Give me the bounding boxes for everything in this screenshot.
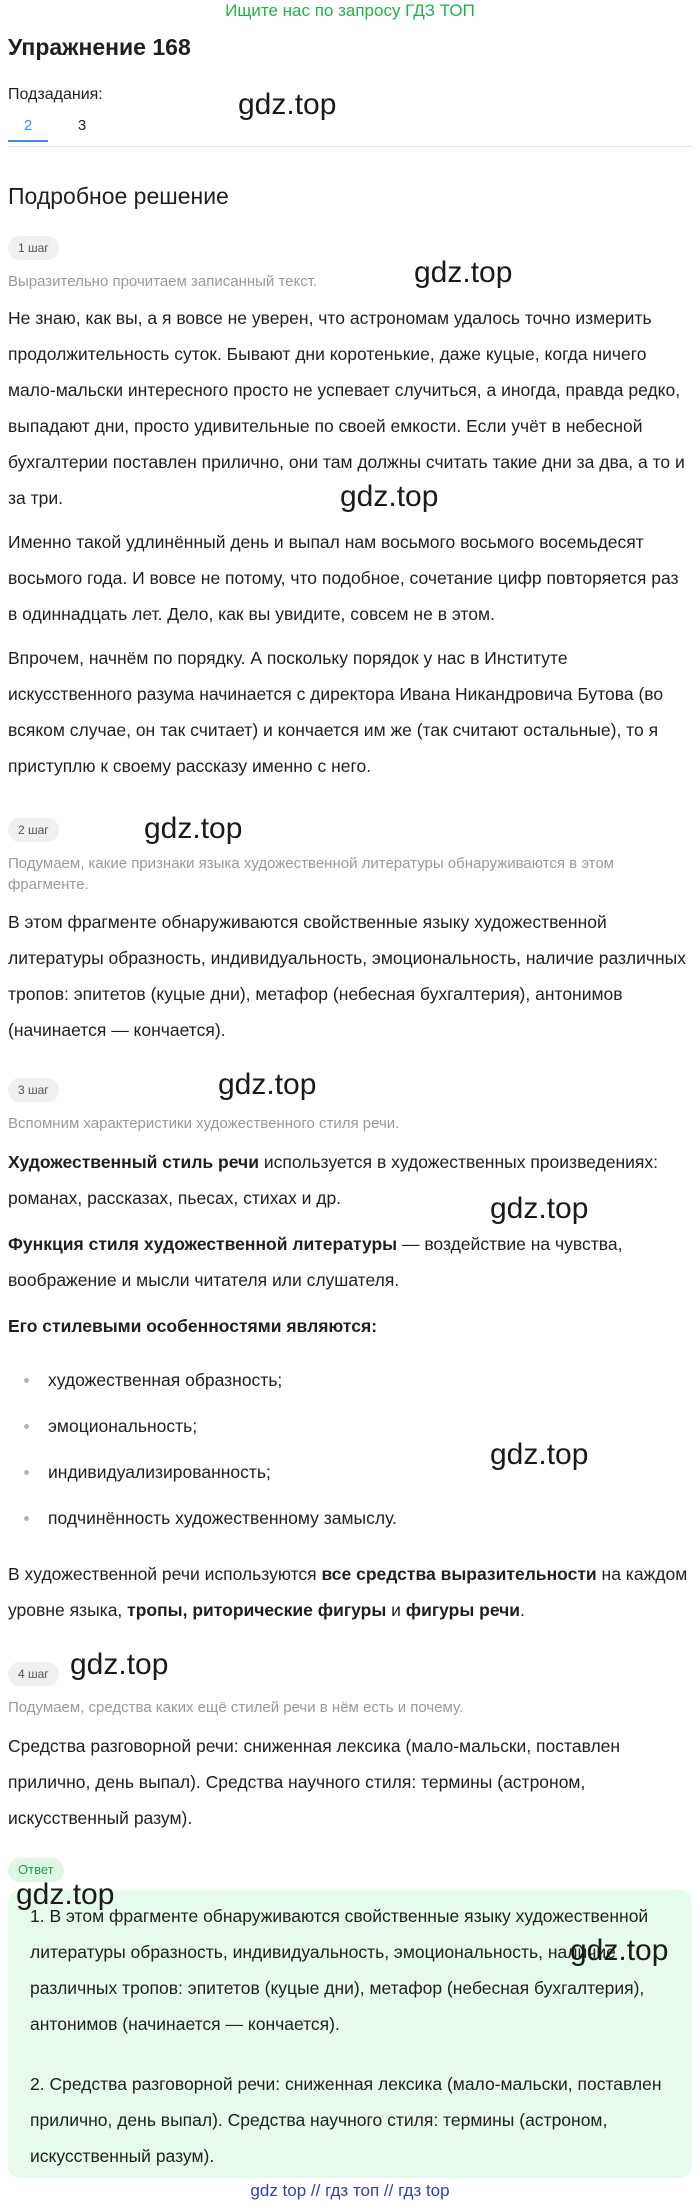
watermark: gdz.top bbox=[70, 1648, 169, 1681]
subtasks-label: Подзадания: bbox=[8, 86, 103, 103]
answer-item: 1. В этом фрагменте обнаруживаются свойственные языку художественной литературы образность, индивидуальность, эмоциональность, наличие различных тропов: эпитетов (куцые дни), метафор (небесная бухгалтерия), антонимов (начинается — кончается). bbox=[30, 1906, 649, 2034]
watermark: gdz.top bbox=[144, 812, 243, 845]
term-style-function: Функция стиля художественной литературы bbox=[8, 1234, 398, 1254]
step-3-paragraph: В художественной речи используются все средства выразительности на каждом уровне языка, тропы, риторические фигуры и фигуры речи. bbox=[8, 1564, 688, 1620]
bullet-icon bbox=[24, 1470, 29, 1475]
tab-subtask-2[interactable]: 2 bbox=[8, 112, 48, 142]
step-4-badge: 4 шаг bbox=[8, 1662, 59, 1686]
tab-subtask-3[interactable]: 3 bbox=[77, 117, 87, 134]
footer-links[interactable]: gdz top // гдз топ // гдз top bbox=[250, 2181, 450, 2200]
bullet-icon bbox=[24, 1516, 29, 1521]
step-2-hint: Подумаем, какие признаки языка художественной литературы обнаруживаются в этом фрагменте. bbox=[8, 855, 614, 893]
step-4-hint: Подумаем, средства каких ещё стилей речи в нём есть и почему. bbox=[8, 1699, 464, 1716]
step-2-badge: 2 шаг bbox=[8, 818, 59, 842]
step-1-badge: 1 шаг bbox=[8, 236, 59, 260]
watermark: gdz.top bbox=[218, 1068, 317, 1101]
step-1-paragraph: Впрочем, начнём по порядку. А поскольку порядок у нас в Институте искусственного разума начинается с директора Ивана Никандровича Бутова (во всяком случае, он так считает) и кончается им же (так считают остальные), то я приступлю к своему рассказу именно с него. bbox=[8, 648, 664, 776]
watermark: gdz.top bbox=[340, 480, 439, 513]
bullet-icon bbox=[24, 1378, 29, 1383]
search-banner[interactable]: Ищите нас по запросу ГДЗ ТОП bbox=[225, 1, 475, 20]
step-1-hint: Выразительно прочитаем записанный текст. bbox=[8, 273, 318, 290]
step-2-paragraph: В этом фрагменте обнаруживаются свойственные языку художественной литературы образность, индивидуальность, эмоциональность, наличие различных тропов: эпитетов (куцые дни), метафор (небесная бухгалтерия), антонимов (начинается — кончается). bbox=[8, 912, 686, 1040]
solution-title: Подробное решение bbox=[8, 183, 229, 209]
step-3-hint: Вспомним характеристики художественного стиля речи. bbox=[8, 1115, 400, 1132]
step-1-paragraph: Не знаю, как вы, а я вовсе не уверен, что астрономам удалось точно измерить продолжительность суток. Бывают дни коротенькие, даже куцые, когда ничего мало-мальски интересного просто не успевает случиться, а иногда, правда редко, выпадают дни, просто удивительные по своей емкости. Если учёт в небесной бухгалтерии поставлен прилично, они там должны считать такие дни за два, а то и за три. bbox=[8, 308, 685, 508]
page-title: Упражнение 168 bbox=[8, 34, 191, 60]
watermark: gdz.top bbox=[490, 1438, 589, 1471]
answer-item: 2. Средства разговорной речи: сниженная лексика (мало-мальски, поставлен прилично, день выпал). Средства научного стиля: термины (астроном, искусственный разум). bbox=[30, 2074, 662, 2166]
step-1-paragraph: Именно такой удлинённый день и выпал нам восьмого восьмого восемьдесят восьмого года. И вовсе не потому, что подобное, сочетание цифр повторяется раз в одиннадцать лет. Дело, как вы увидите, совсем не в этом. bbox=[8, 532, 679, 624]
step-4-paragraph: Средства разговорной речи: сниженная лексика (мало-мальски, поставлен прилично, день выпал). Средства научного стиля: термины (астроном, искусственный разум). bbox=[8, 1736, 621, 1828]
answer-badge: Ответ bbox=[8, 1858, 64, 1882]
watermark: gdz.top bbox=[238, 88, 337, 121]
step-3-features-heading: Его стилевыми особенностями являются: bbox=[8, 1316, 378, 1336]
step-3-badge: 3 шаг bbox=[8, 1078, 59, 1102]
watermark: gdz.top bbox=[16, 1878, 115, 1911]
step-3-paragraph: Функция стиля художественной литературы — воздействие на чувства, воображение и мысли читателя или слушателя. bbox=[8, 1234, 623, 1290]
watermark: gdz.top bbox=[570, 1934, 669, 1967]
watermark: gdz.top bbox=[414, 256, 513, 289]
term-artistic-style: Художественный стиль речи bbox=[8, 1152, 259, 1172]
step-3-paragraph: Художественный стиль речи используется в художественных произведениях: романах, рассказах, пьесах, стихах и др. bbox=[8, 1152, 658, 1208]
divider bbox=[8, 146, 692, 147]
bullet-icon bbox=[24, 1424, 29, 1429]
watermark: gdz.top bbox=[490, 1192, 589, 1225]
page: Ищите нас по запросу ГДЗ ТОП Упражнение 168 Подзадания: 2 3 gdz.top Подробное решение 1 шаг Выразительно прочитаем записанный текст. gdz.top Не знаю, как вы, а я вовсе не уверен, что астрономам удалось точно измерить продолжительность суток. Бывают дни коротенькие, даже куцые, когда ничего мало-мальски интересного просто не успевает случиться, а иногда, правда редко, выпадают дни, просто удивительные по своей емкости. Если учёт в небесной бухгалтерии поставлен прилично, они там должны считать такие дни за два, а то и за три. gdz.top Именно такой удлинённый день и выпал нам восьмого восьмого восемьдесят восьмого года. И вовсе не потому, что подобное, сочетание цифр повторяется раз в одиннадцать лет. Дело, как вы увидите, совсем не в этом. Впрочем, начнём по порядку. А поскольку порядок у нас в Институте искусственного разума начинается с директора Ивана Никандровича Бутова (во всяком случае, он так считает) и кончается им же (так считают остальные), то я приступлю к своему рассказу именно с него. 2 шаг gdz.top Подумаем, какие признаки языка художественной литературы обнаруживаются в этом фрагменте. В этом фрагменте обнаруживаются свойственные языку художественной литературы образность, индивидуальность, эмоциональность, наличие различных тропов: эпитетов (куцые дни), метафор (небесная бухгалтерия), антонимов (начинается — кончается). 3 шаг gdz.top Вспомним характеристики художественного стиля речи. Художественный стиль речи используется в художественных произведениях: романах, рассказах, пьесах, стихах и др. gdz.top Функция стиля художественной литературы — воздействие на чувства, воображение и мысли читателя или слушателя. Его стилевыми особенностями являются: художественная образность; эмоциональность; gdz.top индивидуализированность; подчинённость художественному замыслу. В художественной речи используются все средства выразительности на каждом уровне языка, тропы, риторические фигуры и фигуры речи. 4 шаг gdz.top Подумаем, средства каких ещё стилей речи в нём есть и почему. Средства разговорной речи: сниженная лексика (мало-мальски, поставлен прилично, день выпал). Средства научного стиля: термины (астроном, искусственный разум). Ответ 1. В этом фрагменте обнаруживаются свойственные языку художественной литературы образность, индивидуальность, эмоциональность, наличие различных тропов: эпитетов (куцые дни), метафор (небесная бухгалтерия), антонимов (начинается — кончается). 2. Средства разговорной речи: сниженная лексика (мало-мальски, поставлен прилично, день выпал). Средства научного стиля: термины (астроном, искусственный разум). gdz.top gdz.top gdz top // гдз топ // гдз top bbox=[0, 0, 700, 2206]
